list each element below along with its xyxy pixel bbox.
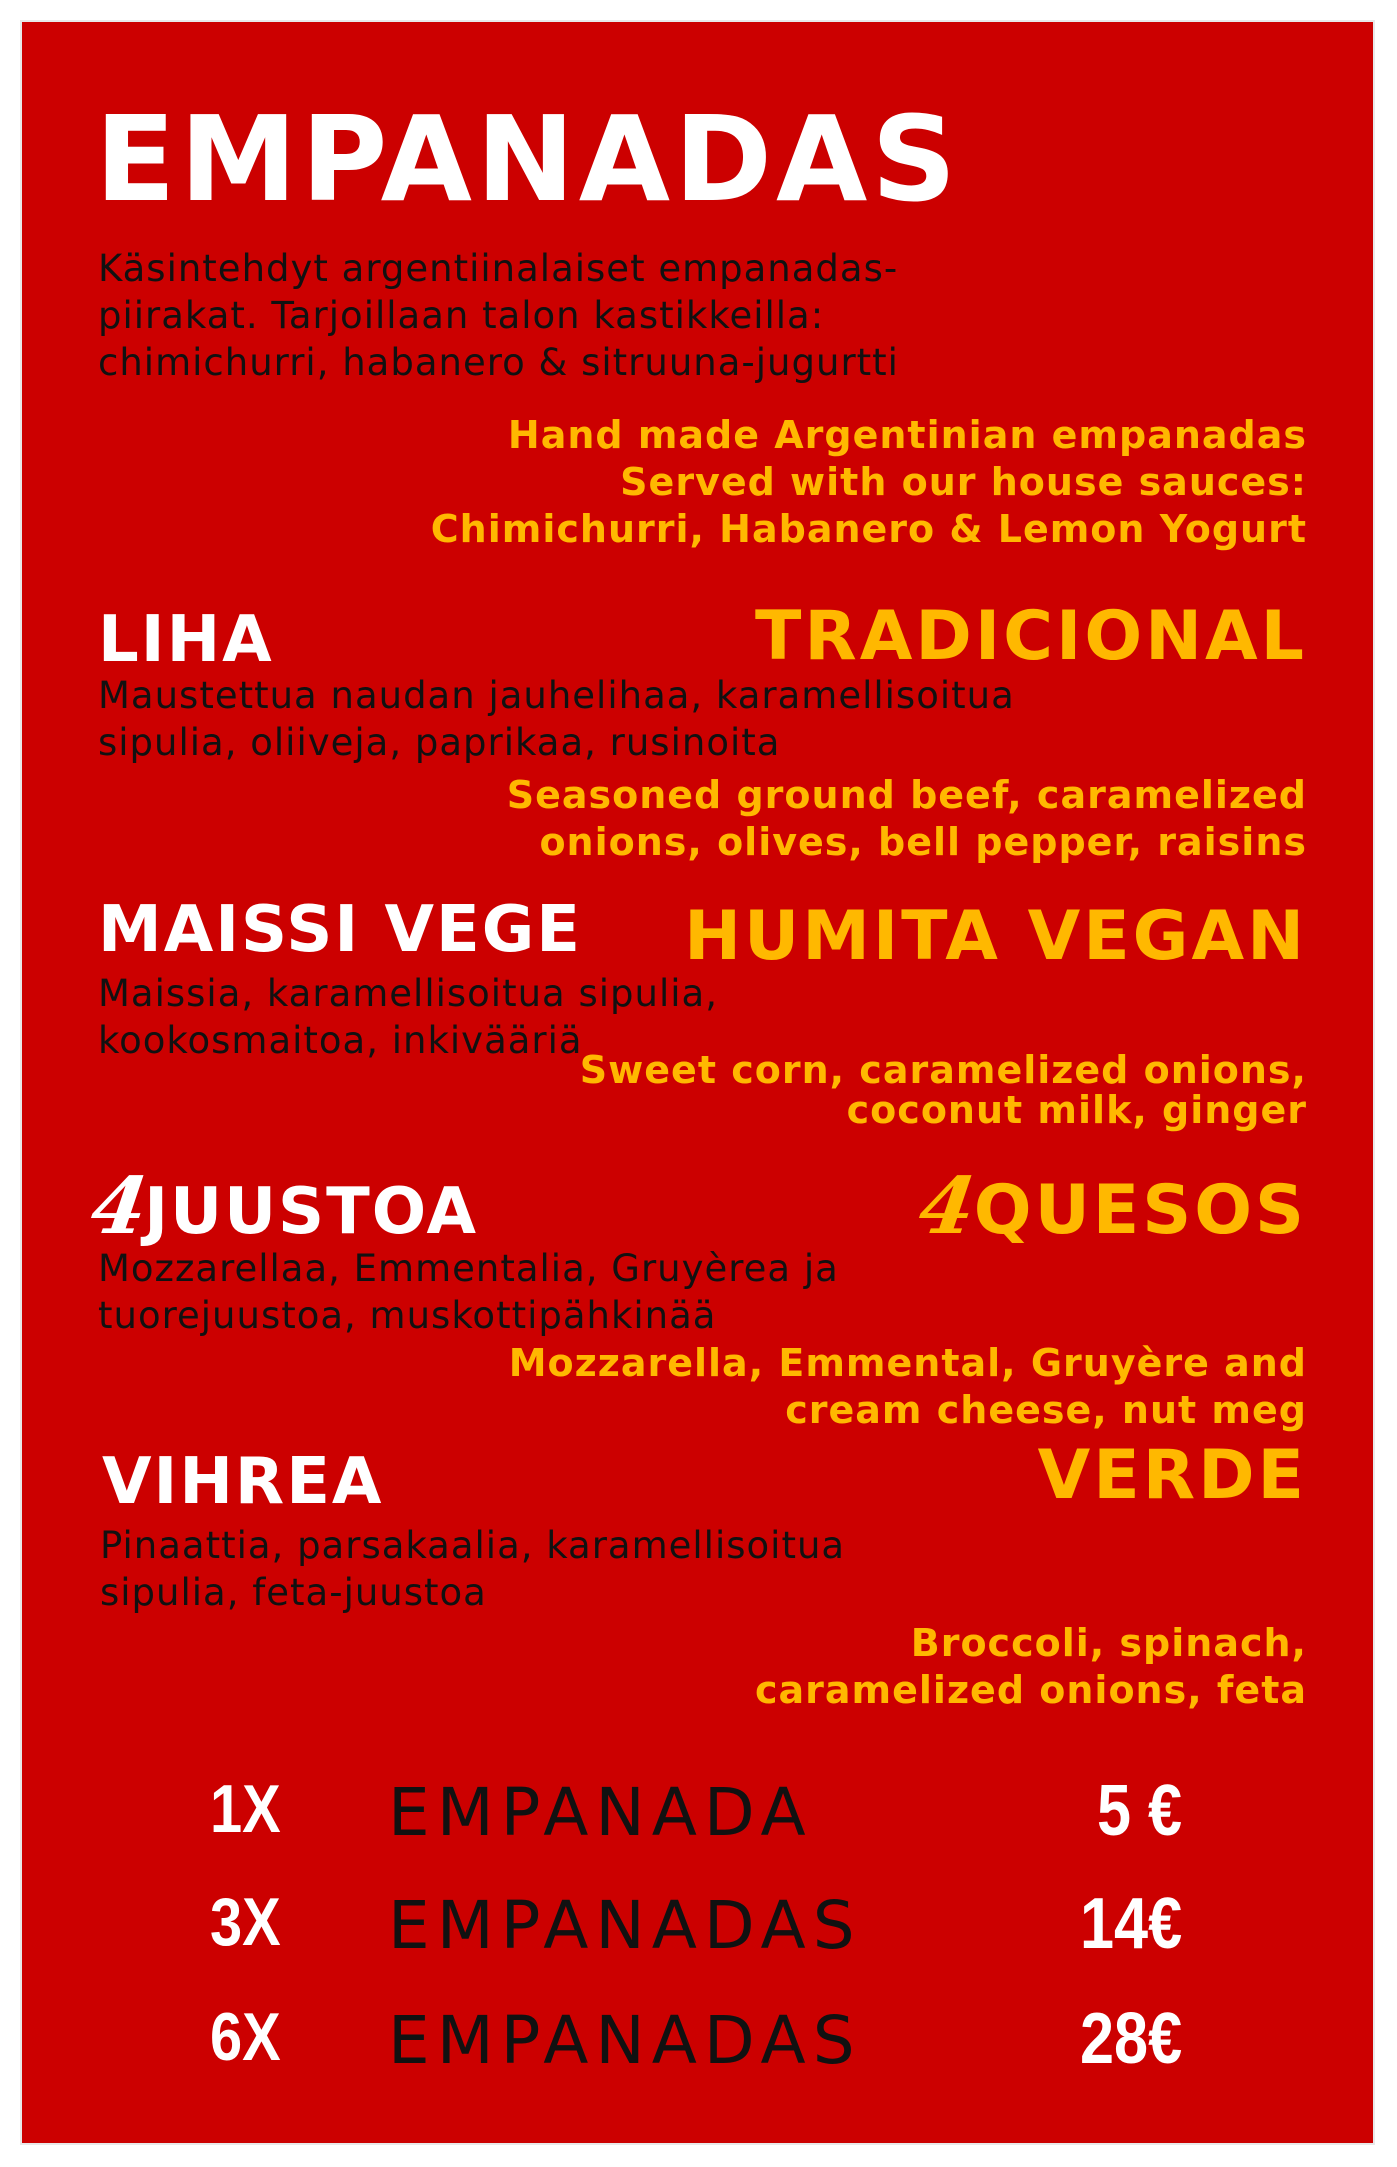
desc-line: cream cheese, nut meg [785, 1388, 1307, 1432]
desc-line: caramelized onions, feta [754, 1668, 1307, 1712]
intro-fi-line: piirakat. Tarjoillaan talon kastikkeilla: [98, 294, 825, 337]
four-numeral: 4 [914, 1161, 985, 1252]
item-name-es: HUMITA VEGAN [684, 897, 1307, 976]
item-name-es: VERDE [1037, 1436, 1307, 1515]
item-name-fi-text: JUUSTOA [144, 1175, 478, 1249]
item-desc-fi [98, 1245, 839, 1339]
item-name-fi [85, 1161, 478, 1252]
intro-fi-line: Käsintehdyt argentiinalaiset empanadas- [98, 247, 899, 290]
item-name-es-text: QUESOS [973, 1171, 1307, 1250]
price-row [0, 1883, 1397, 1973]
desc-line: Broccoli, spinach, [910, 1621, 1307, 1665]
desc-line: Pinaattia, parsakaalia, karamellisoitua [100, 1524, 846, 1567]
desc-line: kookosmaitoa, inkivääriä [98, 1019, 583, 1062]
item-desc-en [509, 1340, 1307, 1434]
item-name-fi: LIHA [98, 603, 274, 677]
price-quantity: 3X [210, 1884, 281, 1960]
intro-fi-line: chimichurri, habanero & sitruuna-jugurtti [98, 341, 899, 384]
desc-line: Sweet corn, caramelized onions, [579, 1048, 1307, 1092]
desc-line: onions, olives, bell pepper, raisins [539, 820, 1307, 864]
desc-line: Mozzarellaa, Emmentalia, Gruyèrea ja [98, 1247, 839, 1290]
desc-line: coconut milk, ginger [846, 1088, 1307, 1132]
price-amount: 28€ [1079, 1999, 1182, 2079]
price-amount: 5 € [1096, 1771, 1182, 1851]
item-name-es [914, 1161, 1307, 1252]
desc-line: Maissia, karamellisoitua sipulia, [98, 972, 718, 1015]
four-numeral: 4 [85, 1161, 155, 1252]
item-desc-fi [100, 1522, 845, 1616]
price-quantity: 6X [210, 1999, 281, 2075]
desc-line: Seasoned ground beef, caramelized [506, 773, 1307, 817]
desc-line: sipulia, oliiveja, paprikaa, rusinoita [98, 721, 781, 764]
price-item: EMPANADA [388, 1774, 813, 1851]
desc-line: Maustettua naudan jauhelihaa, karamellisoitua [98, 674, 1015, 717]
item-desc-en [755, 1620, 1307, 1714]
page-title: EMPANADAS [95, 90, 961, 228]
price-quantity: 1X [210, 1771, 281, 1847]
item-desc-en [580, 1050, 1307, 1130]
price-row [0, 1770, 1397, 1860]
intro-english [431, 412, 1307, 553]
price-item: EMPANADAS [388, 1887, 862, 1964]
item-name-es: TRADICIONAL [755, 597, 1307, 676]
item-desc-fi [98, 672, 1015, 766]
item-desc-en [507, 772, 1307, 866]
intro-en-line: Served with our house sauces: [620, 460, 1307, 504]
desc-line: tuorejuustoa, muskottipähkinää [98, 1294, 717, 1337]
item-name-fi: VIHREA [102, 1445, 384, 1519]
price-item: EMPANADAS [388, 2002, 862, 2079]
intro-en-line: Chimichurri, Habanero & Lemon Yogurt [430, 507, 1307, 551]
desc-line: Mozzarella, Emmental, Gruyère and [508, 1341, 1307, 1385]
desc-line: sipulia, feta-juustoa [100, 1571, 487, 1614]
intro-en-line: Hand made Argentinian empanadas [507, 413, 1307, 457]
price-amount: 14€ [1079, 1884, 1182, 1964]
intro-finnish [98, 245, 899, 386]
price-row [0, 1998, 1397, 2088]
item-name-fi: MAISSI VEGE [98, 893, 582, 967]
